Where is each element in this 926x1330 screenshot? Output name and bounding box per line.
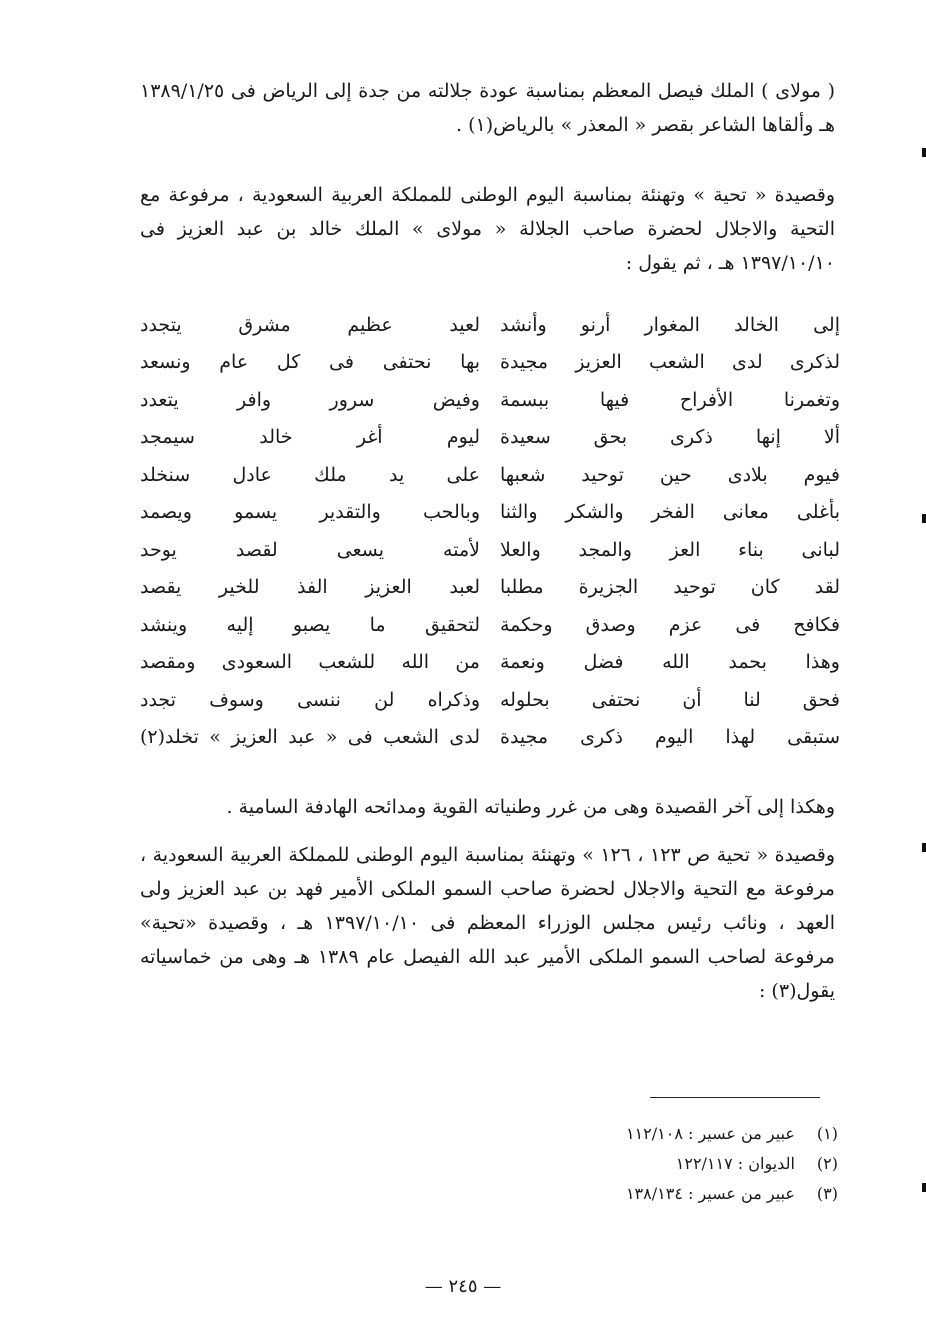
footnote-text: عبير من عسير : ١٣٨/١٣٤ bbox=[625, 1184, 795, 1203]
verse-line bbox=[140, 569, 840, 607]
verse-second-hemistich: لعبد العزيز الفذ للخير يقصد bbox=[140, 576, 480, 599]
page-number: — ٢٤٥ — bbox=[424, 1276, 502, 1297]
verse-first-hemistich: فكافح فى عزم وصدق وحكمة bbox=[500, 613, 840, 636]
footnote-text: عبير من عسير : ١١٢/١٠٨ bbox=[625, 1124, 795, 1143]
verse-line bbox=[140, 456, 840, 494]
verse-second-hemistich: وذكراه لن ننسى وسوف تجدد bbox=[140, 688, 480, 711]
verse-second-hemistich: على يد ملك عادل سنخلد bbox=[140, 463, 480, 486]
verse-first-hemistich: ستبقى لهذا اليوم ذكرى مجيدة bbox=[500, 726, 840, 749]
paragraph-second-poem: وقصيدة « تحية ص ١٢٣ ، ١٢٦ » وتهنئة بمناسبة اليوم الوطنى للمملكة العربية السعودية ، مرفوعة مع التحية والاجلال لحضرة صاحب السمو الملكى الأمير فهد بن عبد العزيز ولى العهد ، ونائب رئيس مجلس الوزراء المعظم فى ١٣٩٧/١٠/١٠ هـ ، وقصيدة «تحية» مرفوعة لصاحب السمو الملكى الأمير عبد الله الفيصل عام ١٣٨٩ هـ وهى من خماسياته يقول(٣) : bbox=[140, 844, 835, 1002]
verse-line bbox=[140, 494, 840, 532]
paragraph-poem-outro: وهكذا إلى آخر القصيدة وهى من غرر وطنياته القوية ومدائحه الهادفة السامية . bbox=[226, 796, 835, 818]
footnote bbox=[626, 1180, 838, 1208]
verse-second-hemistich: بها نحتفى فى كل عام ونسعد bbox=[140, 351, 480, 374]
verse-line bbox=[140, 681, 840, 719]
verse-first-hemistich: لقد كان توحيد الجزيرة مطلبا bbox=[500, 576, 840, 599]
verse-line bbox=[140, 344, 840, 382]
verse-second-hemistich: لدى الشعب فى « عبد العزيز » تخلد(٢) bbox=[140, 726, 480, 749]
footnote bbox=[626, 1120, 838, 1148]
verse-first-hemistich: لذكرى لدى الشعب العزيز مجيدة bbox=[500, 351, 840, 374]
footnote bbox=[676, 1150, 838, 1178]
paragraph-poem-intro: وقصيدة « تحية » وتهنئة بمناسبة اليوم الوطنى للمملكة العربية السعودية ، مرفوعة مع التحية والاجلال لحضرة صاحب الجلالة « مولاى » الملك خالد بن عبد العزيز فى ١٣٩٧/١٠/١٠ هـ ، ثم يقول : bbox=[140, 184, 835, 274]
scan-edge-mark bbox=[922, 514, 926, 523]
verse-first-hemistich: ألا إنها ذكرى بحق سعيدة bbox=[500, 426, 840, 449]
verse-line bbox=[140, 531, 840, 569]
verse-line bbox=[140, 606, 840, 644]
verse-second-hemistich: لعيد عظيم مشرق يتجدد bbox=[140, 313, 480, 336]
verse-second-hemistich: وبالحب والتقدير يسمو ويصمد bbox=[140, 501, 480, 524]
footnote-number: (٢) bbox=[816, 1154, 838, 1173]
verse-second-hemistich: لتحقيق ما يصبو إليه وينشد bbox=[140, 613, 480, 636]
verse-line bbox=[140, 419, 840, 457]
footnote-text: الديوان : ١٢٢/١١٧ bbox=[675, 1154, 795, 1173]
footnote-number: (٣) bbox=[816, 1184, 838, 1203]
verse-line bbox=[140, 644, 840, 682]
verse-second-hemistich: لأمته يسعى لقصد يوحد bbox=[140, 538, 480, 561]
footnote-divider bbox=[650, 1097, 820, 1098]
verse-first-hemistich: فيوم بلادى حين توحيد شعبها bbox=[500, 463, 840, 486]
verse-line bbox=[140, 381, 840, 419]
scan-edge-mark bbox=[922, 843, 926, 852]
verse-second-hemistich: من الله للشعب السعودى ومقصد bbox=[140, 651, 480, 674]
verse-first-hemistich: وهذا بحمد الله فضل ونعمة bbox=[500, 651, 840, 674]
verse-first-hemistich: لبانى بناء العز والمجد والعلا bbox=[500, 538, 840, 561]
scan-edge-mark bbox=[922, 1183, 926, 1192]
footnote-number: (١) bbox=[816, 1124, 838, 1143]
paragraph-intro: ( مولاى ) الملك فيصل المعظم بمناسبة عودة جلالته من جدة إلى الرياض فى ١٣٨٩/١/٢٥ هـ وألقاها الشاعر بقصر « المعذر » بالرياض(١) . bbox=[140, 80, 835, 136]
verse-first-hemistich: فحق لنا أن نحتفى بحلوله bbox=[500, 688, 840, 711]
poem bbox=[140, 306, 840, 756]
verse-second-hemistich: ليوم أغر خالد سيمجد bbox=[140, 426, 480, 449]
scan-edge-mark bbox=[922, 148, 926, 157]
verse-line bbox=[140, 306, 840, 344]
verse-first-hemistich: وتغمرنا الأفراح فيها ببسمة bbox=[500, 388, 840, 411]
verse-first-hemistich: إلى الخالد المغوار أرنو وأنشد bbox=[500, 313, 840, 336]
verse-second-hemistich: وفيض سرور وافر يتعدد bbox=[140, 388, 480, 411]
verse-first-hemistich: بأغلى معانى الفخر والشكر والثنا bbox=[500, 501, 840, 524]
verse-line bbox=[140, 719, 840, 757]
